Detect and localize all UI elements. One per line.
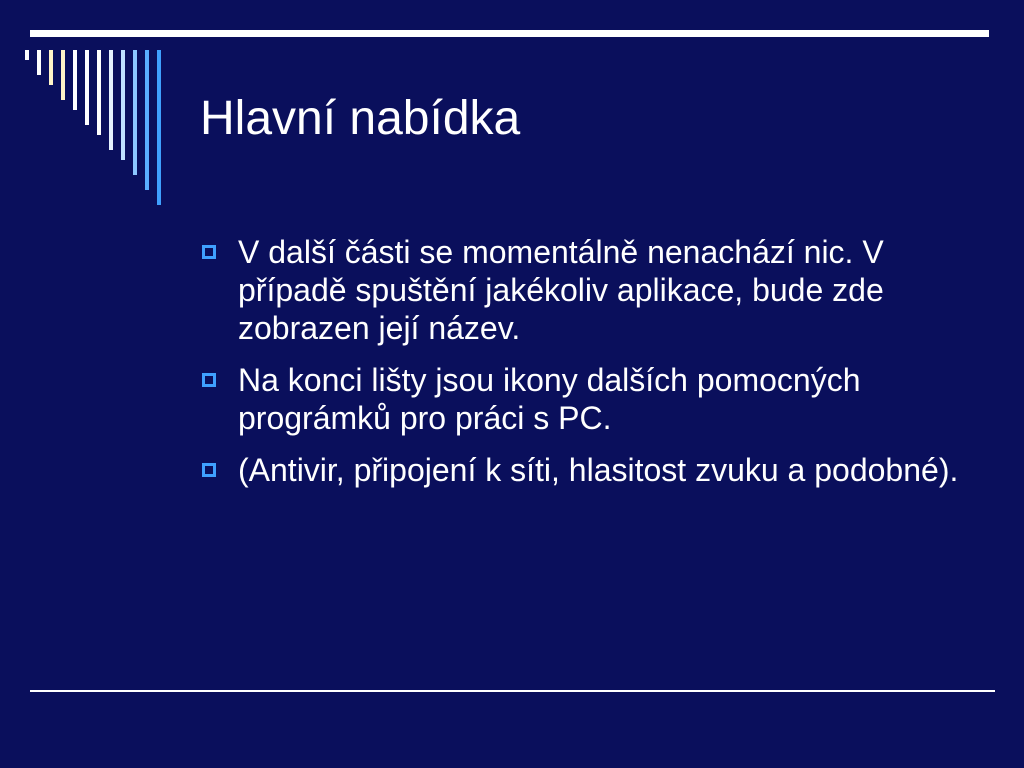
decorative-stripes	[25, 50, 175, 210]
bullet-text: Na konci lišty jsou ikony dalších pomocných prográmků pro práci s PC.	[238, 362, 861, 436]
hollow-square-icon	[202, 463, 216, 477]
bullet-text: V další části se momentálně nenachází nic. V případě spuštění jakékoliv aplikace, bude zde zobrazen její název.	[238, 234, 884, 346]
stripe	[121, 50, 125, 160]
stripe	[145, 50, 149, 190]
stripe	[25, 50, 29, 60]
stripe	[133, 50, 137, 175]
bottom-rule-line	[30, 690, 995, 692]
stripe	[73, 50, 77, 110]
bullet-list	[200, 233, 970, 503]
stripe	[49, 50, 53, 85]
stripe	[61, 50, 65, 100]
stripe	[157, 50, 161, 205]
bullet-text: (Antivir, připojení k síti, hlasitost zvuku a podobné).	[238, 452, 959, 488]
stripe	[109, 50, 113, 150]
stripe	[37, 50, 41, 75]
bullet-item	[200, 233, 970, 347]
slide-title: Hlavní nabídka	[200, 92, 521, 145]
hollow-square-icon	[202, 373, 216, 387]
top-rule-line	[30, 30, 989, 37]
bullet-item	[200, 451, 970, 489]
hollow-square-icon	[202, 245, 216, 259]
stripe	[85, 50, 89, 125]
bullet-item	[200, 361, 970, 437]
stripe	[97, 50, 101, 135]
